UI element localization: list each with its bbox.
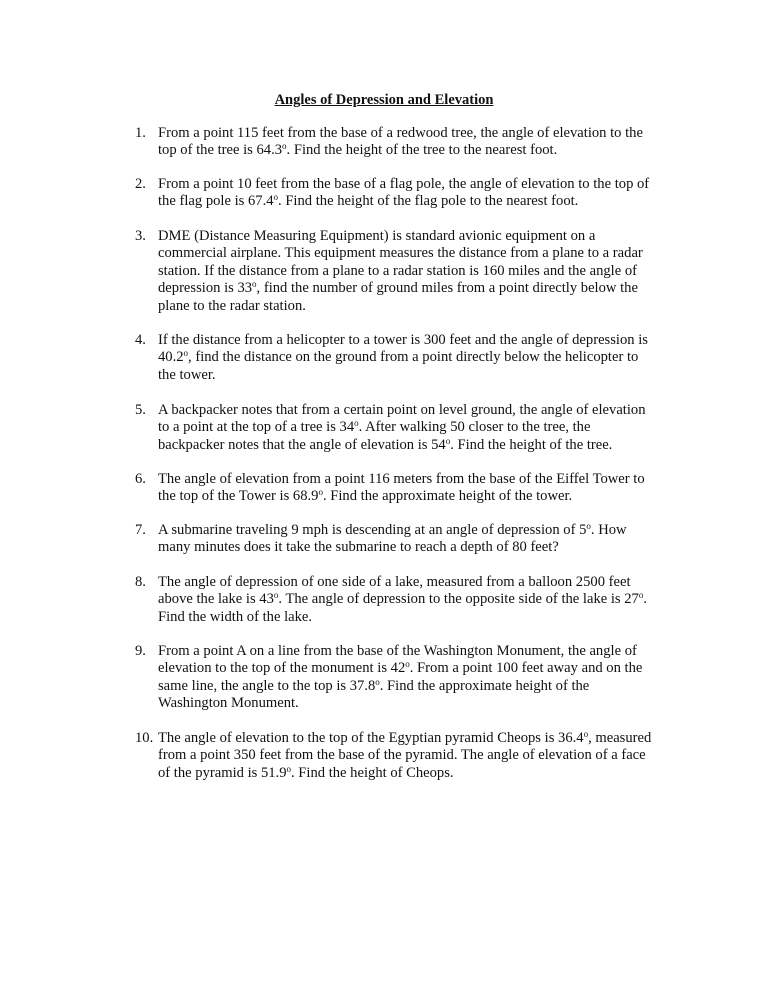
- problem-item: [135, 574, 655, 626]
- problem-item: [135, 522, 655, 557]
- problem-text-run: From a point A on a line from the base of the Washington Monument, the angle of elevation to the top of the monument is 42: [158, 643, 637, 677]
- problem-item: [135, 471, 655, 506]
- problem-text: [158, 730, 655, 782]
- problem-number: 1.: [135, 125, 146, 141]
- problem-item: [135, 228, 655, 315]
- problem-text-run: The angle of depression of one side of a lake, measured from a balloon 2500 feet above the lake is 43: [158, 574, 631, 608]
- problem-text-run: , find the distance on the ground from a point directly below the helicopter to the tower.: [158, 349, 639, 383]
- problem-text: [158, 574, 655, 626]
- problem-number: 5.: [135, 402, 146, 418]
- degree-superscript: o: [445, 435, 451, 446]
- problem-text-run: . After walking 50 closer to the tree, the backpacker notes that the angle of elevation is 54: [158, 419, 591, 453]
- problem-text: [158, 402, 655, 454]
- problem-text: [158, 522, 655, 557]
- problem-text-run: A backpacker notes that from a certain point on level ground, the angle of elevation to a point at the top of a tree is 34: [158, 402, 646, 436]
- problem-number: 7.: [135, 522, 146, 538]
- problem-text: [158, 332, 655, 384]
- problem-text: [158, 176, 655, 211]
- page-title: Angles of Depression and Elevation: [274, 92, 494, 108]
- problem-text-run: . Find the height of the flag pole to the nearest foot.: [278, 193, 579, 210]
- problem-item: [135, 643, 655, 713]
- problem-text-run: . Find the height of the tree.: [450, 436, 613, 453]
- problem-number: 4.: [135, 332, 146, 348]
- problem-text-run: From a point 115 feet from the base of a redwood tree, the angle of elevation to the top of the tree is 64.3: [158, 125, 643, 159]
- degree-superscript: o: [586, 521, 591, 531]
- degree-superscript: o: [273, 590, 279, 601]
- problem-text-run: . Find the height of Cheops.: [291, 764, 454, 781]
- degree-superscript: o: [375, 676, 380, 687]
- problem-text-run: . How many minutes does it take the submarine to reach a depth of 80 feet?: [158, 522, 627, 556]
- problem-text-run: DME (Distance Measuring Equipment) is standard avionic equipment on a commercial airplane. This equipment measures the distance from a plane to a radar station. If the distance from a plane to a radar station is 160 miles and the angle of depression is 33: [158, 228, 643, 297]
- degree-superscript: o: [252, 279, 257, 290]
- problem-text-run: The angle of elevation to the top of the Egyptian pyramid Cheops is 36.4: [158, 730, 584, 746]
- problem-item: [135, 730, 655, 782]
- problem-text: [158, 471, 655, 506]
- degree-superscript: o: [286, 763, 291, 774]
- problem-item: [135, 402, 655, 454]
- problem-text-run: , measured from a point 350 feet from the base of the pyramid. The angle of elevation of a face of the pyramid is 51.9: [158, 730, 652, 781]
- problem-text-run: . Find the approximate height of the tower.: [322, 488, 573, 505]
- problem-text-run: . Find the height of the tree to the nearest foot.: [286, 142, 558, 159]
- degree-superscript: o: [183, 348, 189, 359]
- problem-number: 9.: [135, 643, 146, 659]
- problem-text: [158, 228, 655, 315]
- problem-text-run: . From a point 100 feet away and on the same line, the angle to the top is 37.8: [158, 660, 643, 694]
- degree-superscript: o: [583, 729, 589, 739]
- problem-number: 8.: [135, 574, 146, 590]
- problem-text-run: . The angle of depression to the opposite side of the lake is 27: [278, 591, 639, 608]
- degree-superscript: o: [638, 590, 644, 601]
- problem-number: 2.: [135, 176, 146, 192]
- problem-text-run: From a point 10 feet from the base of a flag pole, the angle of elevation to the top of the flag pole is 67.4: [158, 176, 650, 210]
- problem-text-run: A submarine traveling 9 mph is descending at an angle of depression of 5: [158, 522, 587, 538]
- degree-superscript: o: [318, 487, 323, 498]
- problem-item: [135, 176, 655, 211]
- problem-number: 3.: [135, 228, 146, 244]
- problem-text: [158, 125, 655, 160]
- degree-superscript: o: [282, 141, 287, 152]
- degree-superscript: o: [273, 192, 279, 203]
- problem-item: [135, 125, 655, 160]
- problem-text-run: , find the number of ground miles from a point directly below the plane to the radar station.: [158, 280, 638, 314]
- problem-text-run: . Find the width of the lake.: [158, 591, 648, 625]
- problem-text-run: The angle of elevation from a point 116 meters from the base of the Eiffel Tower to the top of the Tower is 68.9: [158, 471, 645, 505]
- degree-superscript: o: [405, 659, 410, 670]
- degree-superscript: o: [354, 418, 359, 429]
- problem-item: [135, 332, 655, 384]
- problem-number: 6.: [135, 471, 146, 487]
- problem-text: [158, 643, 655, 713]
- problem-number: 10.: [135, 730, 154, 746]
- problem-text-run: . Find the approximate height of the Washington Monument.: [158, 677, 590, 712]
- problem-text-run: If the distance from a helicopter to a tower is 300 feet and the angle of depression is 40.2: [158, 332, 648, 366]
